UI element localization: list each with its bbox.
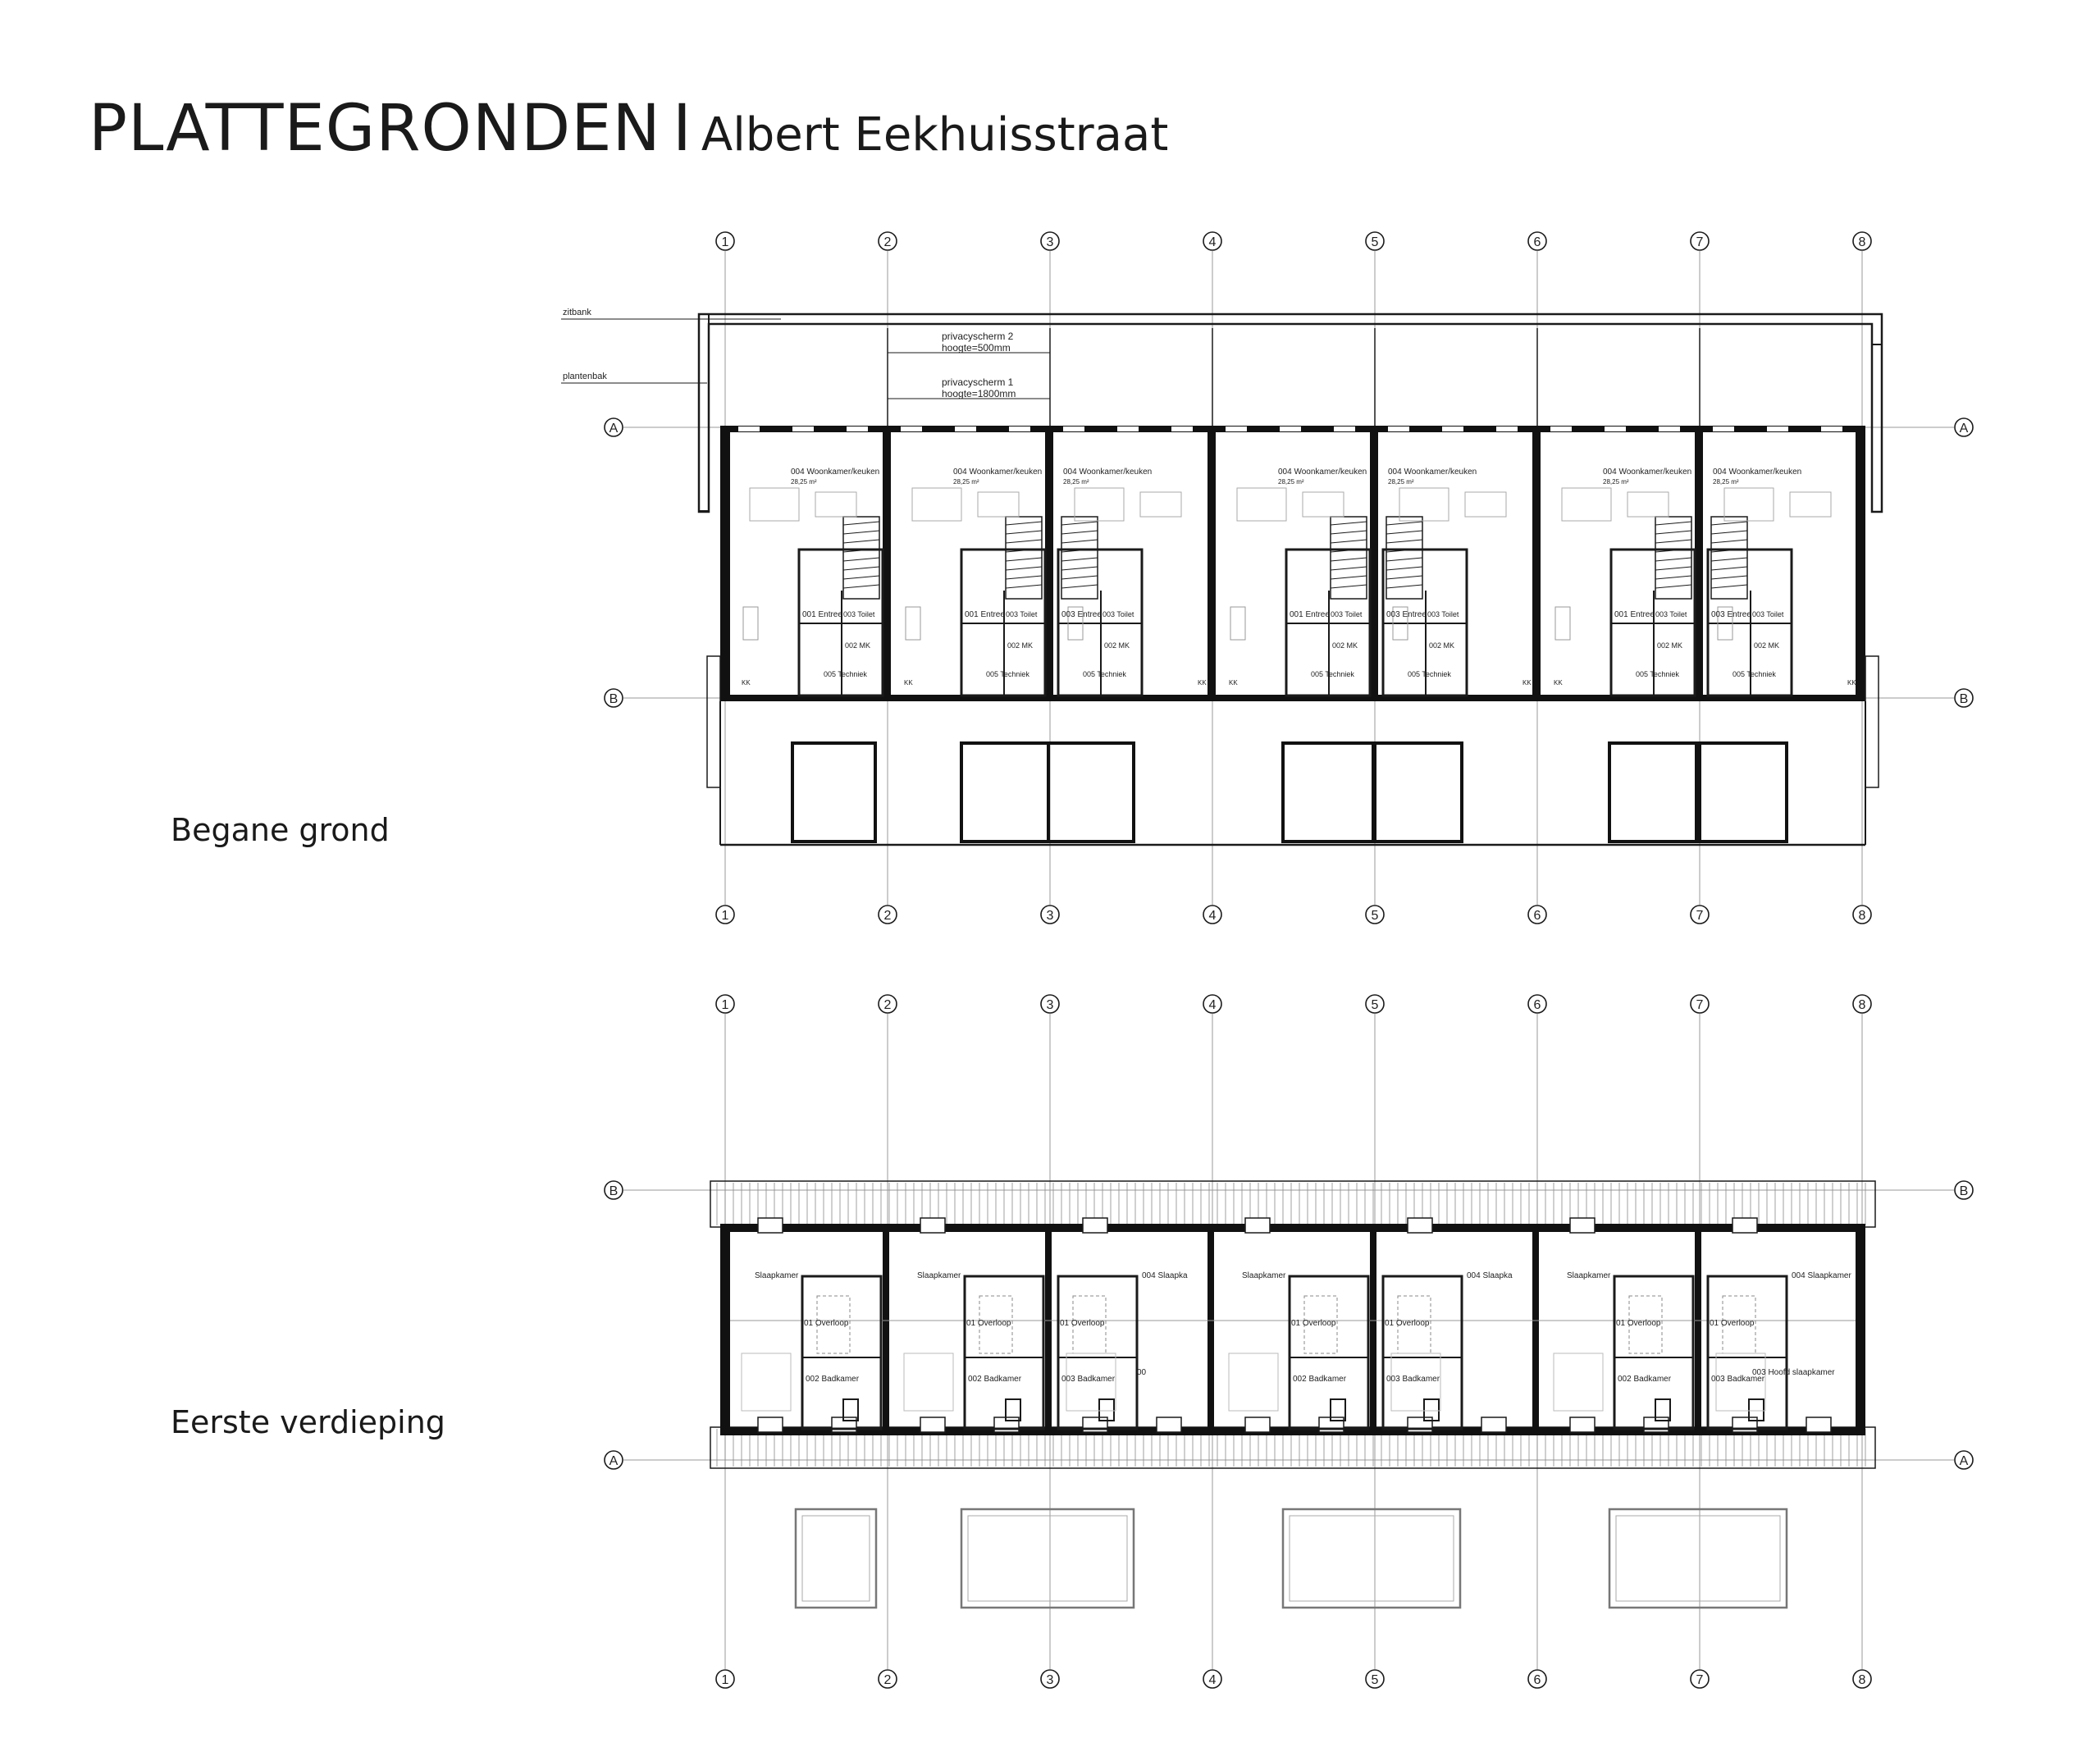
room-label: 005 Techniek	[1408, 670, 1451, 678]
room-label: 002 Badkamer	[1293, 1375, 1347, 1384]
room-label: 003 Toilet	[1006, 610, 1038, 618]
annotation-privacy2-height: hoogte=500mm	[942, 342, 1011, 354]
window	[1806, 1417, 1831, 1432]
room-label: Slaapkamer	[755, 1271, 799, 1280]
stair-tread	[1711, 531, 1747, 534]
window	[758, 1417, 783, 1432]
stair-tread	[1655, 576, 1691, 579]
stair-tread	[1061, 585, 1098, 588]
furniture	[1237, 488, 1286, 521]
shed-roof-inner	[1290, 1516, 1454, 1601]
room-label: 004 Slaapkamer	[1792, 1271, 1851, 1280]
room-label: 003 Badkamer	[1061, 1375, 1116, 1384]
room-label: 002 Badkamer	[968, 1375, 1022, 1384]
room-label: 004 Slaapka	[1142, 1271, 1188, 1280]
furniture	[1465, 492, 1506, 517]
stair-tread	[1386, 576, 1422, 579]
stair-tread	[1655, 540, 1691, 543]
stair-tread	[1331, 531, 1367, 534]
end-wall	[1856, 426, 1865, 701]
room-label: 002 MK	[1657, 641, 1683, 650]
party-wall	[1045, 1224, 1052, 1435]
party-wall	[1370, 1224, 1376, 1435]
furniture	[1229, 1353, 1278, 1411]
room-label: 01 Overloop	[1060, 1319, 1105, 1328]
window	[1157, 1417, 1181, 1432]
stair-tread	[1061, 576, 1098, 579]
stair-tread	[1331, 522, 1367, 525]
grid-lines	[605, 232, 1973, 1688]
room-label: 001 Entree	[1614, 610, 1655, 619]
window	[1713, 427, 1734, 431]
annotation-plantenbak: plantenbak	[563, 372, 607, 381]
window	[1245, 1218, 1270, 1233]
room-label: 002 MK	[1754, 641, 1780, 650]
room-label: Slaapkamer	[1242, 1271, 1286, 1280]
dwelling-ground	[1708, 488, 1831, 696]
grid-column-label: 4	[1208, 998, 1217, 1012]
grid-row-label: B	[609, 692, 619, 706]
stair-tread	[1061, 522, 1098, 525]
stair-tread	[1061, 531, 1098, 534]
room-label: 002 MK	[1007, 641, 1034, 650]
room-label: 004 Slaapka	[1467, 1271, 1513, 1280]
room-label: 002 MK	[1429, 641, 1455, 650]
room-label: 003 Entree	[1386, 610, 1427, 619]
room-label: 004 Woonkamer/keuken	[1278, 468, 1367, 477]
room-label: 005 Techniek	[1732, 670, 1776, 678]
room-label: 004 Woonkamer/keuken	[1713, 468, 1802, 477]
room-label: 01 Overloop	[1385, 1319, 1430, 1328]
stair-tread	[1331, 540, 1367, 543]
grid-row-label: A	[1959, 1454, 1969, 1468]
grid-column-label: 7	[1696, 235, 1704, 249]
room-label: 005 Techniek	[1083, 670, 1126, 678]
furniture	[1562, 488, 1611, 521]
furniture	[742, 1353, 791, 1411]
window	[955, 427, 976, 431]
room-label: 01 Overloop	[804, 1319, 849, 1328]
stair-tread	[1711, 540, 1747, 543]
room-label: 001 Entree	[1290, 610, 1330, 619]
grid-column-label: 8	[1858, 1673, 1866, 1687]
dwelling-ground	[743, 488, 883, 696]
window	[1659, 427, 1680, 431]
window	[847, 427, 868, 431]
party-wall	[1208, 426, 1216, 701]
dwelling-ground	[1058, 488, 1181, 696]
room-label: 003 Toilet	[1655, 610, 1687, 618]
room-label: Slaapkamer	[917, 1271, 961, 1280]
grid-column-label: 5	[1371, 998, 1379, 1012]
furniture	[978, 492, 1019, 517]
stair-tread	[1711, 576, 1747, 579]
room-label: 005 Techniek	[1636, 670, 1679, 678]
window	[1821, 427, 1842, 431]
side-bay	[707, 656, 720, 787]
kitchen	[1555, 607, 1570, 640]
room-area: 28,25 m²	[791, 478, 817, 486]
window	[1408, 1218, 1432, 1233]
grid-column-label: 6	[1533, 1673, 1541, 1687]
grid-column-label: 4	[1208, 909, 1217, 923]
stair-tread	[843, 567, 879, 570]
party-wall	[1208, 1224, 1214, 1435]
room-area: 28,25 m²	[1603, 478, 1629, 486]
room-label: 003 Toilet	[843, 610, 875, 618]
room-label: 005 Techniek	[824, 670, 867, 678]
stair-tread	[1331, 567, 1367, 570]
window	[920, 1218, 945, 1233]
storage-shed	[1609, 743, 1696, 842]
room-label: 002 Badkamer	[806, 1375, 860, 1384]
core-walls	[1290, 1276, 1368, 1429]
room-label: 001 Entree	[802, 610, 842, 619]
grid-row-label: A	[609, 422, 619, 436]
grid-column-label: 2	[883, 1673, 892, 1687]
room-label: 003 Toilet	[1331, 610, 1363, 618]
core-walls	[1383, 1276, 1462, 1429]
grid-row-label: B	[1959, 692, 1969, 706]
room-label: 005 Techniek	[986, 670, 1029, 678]
window	[1550, 427, 1572, 431]
dwelling-ground	[1230, 488, 1370, 696]
grid-column-label: 1	[721, 909, 729, 923]
plantenbak	[699, 314, 709, 511]
shed-roof-inner	[968, 1516, 1127, 1601]
stair-tread	[1386, 585, 1422, 588]
room-area: 28,25 m²	[1063, 478, 1089, 486]
room-label: 004 Woonkamer/keuken	[1063, 468, 1153, 477]
dwelling-ground	[1383, 488, 1506, 696]
first-floor-plan	[710, 1181, 1875, 1608]
window	[792, 427, 814, 431]
shed-roof	[1283, 1509, 1460, 1608]
grid-column-label: 6	[1533, 235, 1541, 249]
room-label: 002 MK	[1332, 641, 1358, 650]
room-label: 003 Badkamer	[1711, 1375, 1765, 1384]
grid-column-label: 6	[1533, 998, 1541, 1012]
end-wall	[720, 1224, 730, 1435]
grid-row-label: A	[1959, 422, 1969, 436]
window	[1280, 427, 1301, 431]
room-label: KK	[742, 679, 751, 687]
window	[1009, 427, 1030, 431]
room-label: KK	[1847, 679, 1856, 687]
shed-roof	[796, 1509, 876, 1608]
stair-tread	[1331, 585, 1367, 588]
annotation-zitbank: zitbank	[563, 308, 591, 317]
stair-tread	[1331, 576, 1367, 579]
stair-tread	[1006, 567, 1042, 570]
furniture	[1554, 1353, 1603, 1411]
window	[1117, 427, 1139, 431]
window	[1767, 427, 1788, 431]
stair-tread	[843, 522, 879, 525]
room-area: 28,25 m²	[1388, 478, 1414, 486]
party-wall	[1532, 1224, 1539, 1435]
window	[901, 427, 922, 431]
grid-column-label: 3	[1046, 909, 1054, 923]
grid-column-label: 1	[721, 1673, 729, 1687]
stair-tread	[1006, 558, 1042, 561]
room-label: 003 Toilet	[1427, 610, 1459, 618]
core-walls	[1058, 1276, 1137, 1429]
kitchen	[1230, 607, 1245, 640]
grid-column-label: 7	[1696, 998, 1704, 1012]
room-label: 002 MK	[845, 641, 871, 650]
stair-tread	[843, 540, 879, 543]
stair-tread	[1655, 567, 1691, 570]
room-label: KK	[1522, 679, 1532, 687]
grid-column-label: 2	[883, 235, 892, 249]
grid-column-label: 5	[1371, 909, 1379, 923]
annotation-privacy1: privacyscherm 1	[942, 376, 1014, 388]
grid-column-label: 8	[1858, 235, 1866, 249]
storage-shed	[1048, 743, 1134, 842]
room-label: 004 Woonkamer/keuken	[791, 468, 880, 477]
grid-column-label: 8	[1858, 909, 1866, 923]
furniture	[1628, 492, 1669, 517]
annotation-privacy2: privacyscherm 2	[942, 331, 1014, 342]
furniture	[1075, 488, 1124, 521]
dwelling-ground	[906, 488, 1045, 696]
shed-roof-inner	[802, 1516, 870, 1601]
plantenbak	[1872, 344, 1882, 512]
ground-floor-plan	[561, 314, 1882, 845]
storage-shed	[792, 743, 875, 842]
window	[1171, 427, 1193, 431]
kitchen	[743, 607, 758, 640]
stair-tread	[1386, 540, 1422, 543]
grid-column-label: 5	[1371, 235, 1379, 249]
room-label: KK	[1554, 679, 1563, 687]
window	[1442, 427, 1463, 431]
stair-tread	[1655, 558, 1691, 561]
grid-column-label: 5	[1371, 1673, 1379, 1687]
stair-tread	[1386, 522, 1422, 525]
party-wall	[883, 1224, 889, 1435]
room-label: 003 Toilet	[1102, 610, 1134, 618]
side-bay	[1865, 656, 1879, 787]
core-walls	[965, 1276, 1043, 1429]
window	[1083, 1218, 1107, 1233]
room-label: Slaapkamer	[1567, 1271, 1611, 1280]
furniture	[1724, 488, 1774, 521]
furniture	[1140, 492, 1181, 517]
room-label: 004 Woonkamer/keuken	[1388, 468, 1477, 477]
core-walls	[1614, 1276, 1693, 1429]
room-label: 003 Entree	[1061, 610, 1102, 619]
grid-row-label: A	[609, 1454, 619, 1468]
furniture	[750, 488, 799, 521]
stair-tread	[843, 531, 879, 534]
grid-row-label: B	[1959, 1184, 1969, 1198]
storage-shed	[1700, 743, 1787, 842]
grid-column-label: 8	[1858, 998, 1866, 1012]
window	[1570, 1218, 1595, 1233]
storage-shed	[961, 743, 1048, 842]
room-label: 001 Entree	[965, 610, 1005, 619]
shed-roof-inner	[1616, 1516, 1780, 1601]
stair-tread	[1061, 567, 1098, 570]
window	[1605, 427, 1626, 431]
room-label: 003 Toilet	[1752, 610, 1784, 618]
stair-tread	[843, 558, 879, 561]
core-walls	[802, 1276, 881, 1429]
stair-tread	[843, 585, 879, 588]
grid-row-label: B	[609, 1184, 619, 1198]
furniture	[1790, 492, 1831, 517]
stair-tread	[1386, 567, 1422, 570]
stair-tread	[1006, 540, 1042, 543]
window	[738, 427, 760, 431]
facade-wall-b	[720, 1224, 1865, 1232]
window	[1496, 427, 1518, 431]
title-separator: I	[672, 92, 692, 166]
stair-tread	[843, 576, 879, 579]
room-label: 003 Badkamer	[1386, 1375, 1440, 1384]
grid-column-label: 4	[1208, 1673, 1217, 1687]
stair-tread	[1711, 522, 1747, 525]
window	[758, 1218, 783, 1233]
window	[1063, 427, 1084, 431]
room-label: 01 Overloop	[966, 1319, 1011, 1328]
grid-column-label: 7	[1696, 909, 1704, 923]
stair-tread	[1331, 558, 1367, 561]
annotation-privacy1-height: hoogte=1800mm	[942, 388, 1016, 399]
stair-tread	[1711, 585, 1747, 588]
room-label: KK	[904, 679, 913, 687]
window	[920, 1417, 945, 1432]
shed-roof	[961, 1509, 1134, 1608]
window	[1245, 1417, 1270, 1432]
end-wall	[1856, 1224, 1865, 1435]
room-label: 004 Woonkamer/keuken	[953, 468, 1043, 477]
dwelling-ground	[1555, 488, 1695, 696]
stair-tread	[1006, 531, 1042, 534]
stair-tread	[1711, 558, 1747, 561]
stair-tread	[1061, 540, 1098, 543]
window	[1334, 427, 1355, 431]
room-label: 003 Entree	[1711, 610, 1751, 619]
grid-column-label: 7	[1696, 1673, 1704, 1687]
furniture	[1303, 492, 1344, 517]
furniture	[904, 1353, 953, 1411]
room-label: 01 Overloop	[1616, 1319, 1661, 1328]
roof-edge	[710, 1181, 1875, 1227]
storage-shed	[1375, 743, 1462, 842]
window	[1732, 1218, 1757, 1233]
grid-column-label: 4	[1208, 235, 1217, 249]
grid-column-label: 2	[883, 909, 892, 923]
room-label: 003 Hoofd slaapkamer	[1752, 1368, 1835, 1377]
party-wall	[1532, 426, 1541, 701]
room-label: 002 Badkamer	[1618, 1375, 1672, 1384]
room-label: 01 Overloop	[1710, 1319, 1755, 1328]
room-label: 01 Overloop	[1291, 1319, 1336, 1328]
end-wall	[720, 426, 730, 701]
party-wall	[1695, 1224, 1701, 1435]
stair-tread	[1655, 531, 1691, 534]
core-walls	[1708, 1276, 1787, 1429]
window	[1388, 427, 1409, 431]
furniture	[912, 488, 961, 521]
storage-shed	[1283, 743, 1373, 842]
room-label: KK	[1229, 679, 1238, 687]
furniture	[815, 492, 856, 517]
kitchen	[906, 607, 920, 640]
title-sub: Albert Eekhuisstraat	[701, 108, 1169, 162]
stair-tread	[1655, 522, 1691, 525]
grid-column-label: 2	[883, 998, 892, 1012]
room-label: 004 Woonkamer/keuken	[1603, 468, 1692, 477]
room-area: 28,25 m²	[1713, 478, 1739, 486]
window	[1226, 427, 1247, 431]
window	[1570, 1417, 1595, 1432]
title-main: PLATTEGRONDEN	[89, 92, 661, 166]
room-label: 002 MK	[1104, 641, 1130, 650]
room-label: 00	[1137, 1368, 1147, 1377]
room-label: 005 Techniek	[1311, 670, 1354, 678]
room-label: KK	[1198, 679, 1207, 687]
stair-tread	[1386, 558, 1422, 561]
grid-column-label: 3	[1046, 998, 1054, 1012]
furniture	[1399, 488, 1449, 521]
room-area: 28,25 m²	[1278, 478, 1304, 486]
grid-column-label: 3	[1046, 1673, 1054, 1687]
stair-tread	[1006, 522, 1042, 525]
shed-roof	[1609, 1509, 1787, 1608]
stair-tread	[1655, 585, 1691, 588]
floor-label-first: Eerste verdieping	[171, 1404, 445, 1440]
grid-column-label: 3	[1046, 235, 1054, 249]
stair-tread	[1061, 558, 1098, 561]
grid-column-label: 6	[1533, 909, 1541, 923]
grid-column-label: 1	[721, 235, 729, 249]
grid-column-label: 1	[721, 998, 729, 1012]
stair-tread	[1006, 585, 1042, 588]
floor-label-ground: Begane grond	[171, 812, 390, 848]
window	[1481, 1417, 1506, 1432]
stair-tread	[1006, 576, 1042, 579]
room-area: 28,25 m²	[953, 478, 979, 486]
stair-tread	[1711, 567, 1747, 570]
stair-tread	[1386, 531, 1422, 534]
